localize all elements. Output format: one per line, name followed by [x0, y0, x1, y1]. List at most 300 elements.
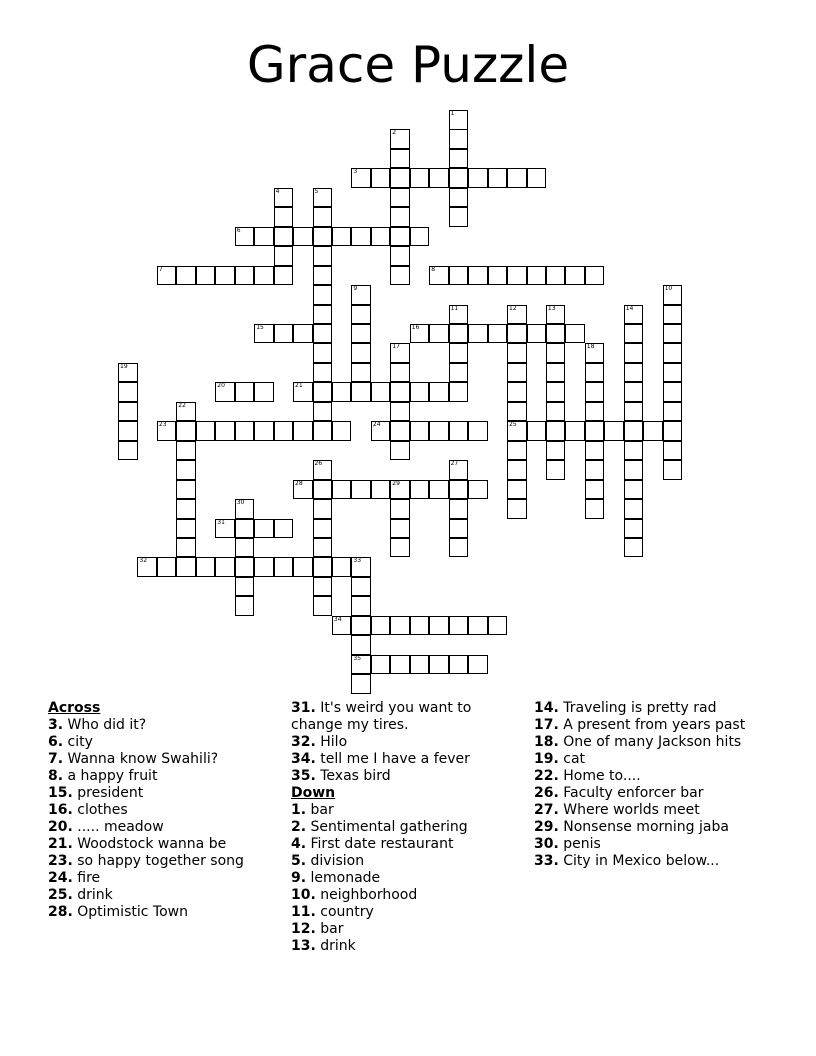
grid-cell[interactable]: [351, 635, 371, 655]
grid-cell[interactable]: [351, 655, 371, 675]
grid-cell[interactable]: [371, 227, 391, 247]
grid-cell[interactable]: [235, 519, 255, 539]
grid-cell[interactable]: [254, 557, 274, 577]
grid-cell[interactable]: [663, 285, 683, 305]
grid-cell[interactable]: [390, 188, 410, 208]
grid-cell[interactable]: [313, 421, 333, 441]
grid-cell[interactable]: [390, 363, 410, 383]
grid-cell[interactable]: [313, 480, 333, 500]
grid-cell[interactable]: [624, 421, 644, 441]
grid-cell[interactable]: [118, 382, 138, 402]
clue-number: 32: [139, 557, 148, 565]
grid-cell[interactable]: [507, 460, 527, 480]
grid-cell[interactable]: [293, 480, 313, 500]
grid-cell[interactable]: [507, 343, 527, 363]
grid-cell[interactable]: [546, 441, 566, 461]
grid-cell[interactable]: [254, 266, 274, 286]
clue-column-1: [48, 700, 283, 921]
grid-cell[interactable]: [157, 421, 177, 441]
grid-cell[interactable]: [488, 616, 508, 636]
grid-cell[interactable]: [468, 655, 488, 675]
grid-cell[interactable]: [235, 557, 255, 577]
grid-cell[interactable]: [507, 324, 527, 344]
grid-cell[interactable]: [663, 363, 683, 383]
clue-number-label: 16.: [48, 802, 73, 818]
grid-cell[interactable]: [449, 305, 469, 325]
grid-cell[interactable]: [313, 538, 333, 558]
grid-cell[interactable]: [585, 363, 605, 383]
grid-cell[interactable]: [410, 324, 430, 344]
grid-cell[interactable]: [624, 460, 644, 480]
grid-cell[interactable]: [585, 460, 605, 480]
clue-number-label: 1.: [291, 802, 307, 818]
grid-cell[interactable]: [507, 168, 527, 188]
clue-number-label: 8.: [48, 768, 64, 784]
clue-text: Who did it?: [63, 717, 147, 733]
grid-cell[interactable]: [507, 382, 527, 402]
grid-cell[interactable]: [390, 519, 410, 539]
grid-cell[interactable]: [332, 421, 352, 441]
grid-cell[interactable]: [390, 421, 410, 441]
grid-cell[interactable]: [313, 499, 333, 519]
grid-cell[interactable]: [390, 129, 410, 149]
across-clue: [48, 734, 283, 751]
grid-cell[interactable]: [371, 382, 391, 402]
grid-cell[interactable]: [624, 499, 644, 519]
grid-cell[interactable]: [390, 343, 410, 363]
grid-cell[interactable]: [176, 460, 196, 480]
grid-cell[interactable]: [313, 285, 333, 305]
down-clue: [534, 853, 774, 870]
grid-cell[interactable]: [371, 655, 391, 675]
grid-cell[interactable]: [313, 363, 333, 383]
grid-cell[interactable]: [215, 519, 235, 539]
clue-number: 5: [314, 187, 319, 195]
grid-cell[interactable]: [468, 324, 488, 344]
clue-text: One of many Jackson hits: [558, 734, 742, 750]
clue-text: ..... meadow: [72, 819, 164, 835]
grid-cell[interactable]: [449, 324, 469, 344]
grid-cell[interactable]: [235, 499, 255, 519]
grid-cell[interactable]: [527, 168, 547, 188]
grid-cell[interactable]: [118, 441, 138, 461]
grid-cell[interactable]: [624, 538, 644, 558]
grid-cell[interactable]: [390, 149, 410, 169]
grid-cell[interactable]: [429, 421, 449, 441]
clue-number-label: 2.: [291, 819, 307, 835]
clue-number-label: 7.: [48, 751, 64, 767]
grid-cell[interactable]: [235, 421, 255, 441]
grid-cell[interactable]: [176, 421, 196, 441]
grid-cell[interactable]: [351, 363, 371, 383]
grid-cell[interactable]: [449, 207, 469, 227]
clue-number: 34: [333, 615, 342, 623]
grid-cell[interactable]: [585, 421, 605, 441]
grid-cell[interactable]: [274, 246, 294, 266]
grid-cell[interactable]: [585, 499, 605, 519]
clue-number: 7: [158, 265, 163, 273]
grid-cell[interactable]: [449, 110, 469, 130]
clue-number-label: 3.: [48, 717, 64, 733]
clue-column-2: [291, 700, 526, 955]
grid-cell[interactable]: [585, 343, 605, 363]
grid-cell[interactable]: [293, 557, 313, 577]
grid-cell[interactable]: [624, 343, 644, 363]
grid-cell[interactable]: [507, 363, 527, 383]
down-clue: [534, 768, 774, 785]
grid-cell[interactable]: [585, 382, 605, 402]
grid-cell[interactable]: [390, 499, 410, 519]
grid-cell[interactable]: [176, 499, 196, 519]
grid-cell[interactable]: [254, 382, 274, 402]
grid-cell[interactable]: [313, 188, 333, 208]
grid-cell[interactable]: [371, 480, 391, 500]
grid-cell[interactable]: [254, 519, 274, 539]
grid-cell[interactable]: [313, 402, 333, 422]
grid-cell[interactable]: [118, 402, 138, 422]
grid-cell[interactable]: [351, 557, 371, 577]
clue-number-label: 5.: [291, 853, 307, 869]
grid-cell[interactable]: [565, 324, 585, 344]
grid-cell[interactable]: [468, 266, 488, 286]
grid-cell[interactable]: [449, 655, 469, 675]
grid-cell[interactable]: [585, 480, 605, 500]
grid-cell[interactable]: [390, 538, 410, 558]
grid-cell[interactable]: [624, 519, 644, 539]
grid-cell[interactable]: [624, 324, 644, 344]
grid-cell[interactable]: [546, 421, 566, 441]
grid-cell[interactable]: [351, 616, 371, 636]
grid-cell[interactable]: [488, 266, 508, 286]
clue-text: It's weird you want to change my tires.: [291, 700, 472, 733]
grid-cell[interactable]: [235, 596, 255, 616]
grid-cell[interactable]: [313, 557, 333, 577]
grid-cell[interactable]: [624, 480, 644, 500]
grid-cell[interactable]: [546, 402, 566, 422]
clue-number: 30: [236, 499, 245, 506]
puzzle-title: Grace Puzzle: [246, 36, 570, 94]
grid-cell[interactable]: [313, 246, 333, 266]
grid-cell[interactable]: [235, 538, 255, 558]
clue-number-label: 18.: [534, 734, 559, 750]
grid-cell[interactable]: [235, 227, 255, 247]
grid-cell[interactable]: [176, 538, 196, 558]
grid-cell[interactable]: [313, 266, 333, 286]
grid-cell[interactable]: [449, 266, 469, 286]
grid-cell[interactable]: [313, 305, 333, 325]
down-clue: [291, 819, 526, 836]
grid-cell[interactable]: [488, 324, 508, 344]
grid-cell[interactable]: [235, 577, 255, 597]
grid-cell[interactable]: [429, 168, 449, 188]
grid-cell[interactable]: [351, 577, 371, 597]
grid-cell[interactable]: [274, 324, 294, 344]
grid-cell[interactable]: [585, 266, 605, 286]
grid-cell[interactable]: [468, 421, 488, 441]
grid-cell[interactable]: [410, 616, 430, 636]
grid-cell[interactable]: [449, 363, 469, 383]
grid-cell[interactable]: [215, 382, 235, 402]
grid-cell[interactable]: [235, 382, 255, 402]
grid-cell[interactable]: [468, 616, 488, 636]
grid-cell[interactable]: [604, 421, 624, 441]
grid-cell[interactable]: [274, 519, 294, 539]
grid-cell[interactable]: [527, 421, 547, 441]
grid-cell[interactable]: [351, 285, 371, 305]
grid-cell[interactable]: [215, 421, 235, 441]
grid-cell[interactable]: [663, 382, 683, 402]
grid-cell[interactable]: [390, 480, 410, 500]
grid-cell[interactable]: [371, 421, 391, 441]
grid-cell[interactable]: [196, 266, 216, 286]
grid-cell[interactable]: [643, 421, 663, 441]
grid-cell[interactable]: [215, 557, 235, 577]
grid-cell[interactable]: [390, 441, 410, 461]
clue-number: 2: [392, 129, 397, 137]
grid-cell[interactable]: [274, 207, 294, 227]
grid-cell[interactable]: [624, 402, 644, 422]
clue-number: 19: [120, 362, 128, 370]
grid-cell[interactable]: [624, 305, 644, 325]
grid-cell[interactable]: [254, 227, 274, 247]
grid-cell[interactable]: [293, 227, 313, 247]
clue-number: 28: [295, 479, 303, 487]
grid-cell[interactable]: [274, 188, 294, 208]
grid-cell[interactable]: [313, 207, 333, 227]
grid-cell[interactable]: [546, 305, 566, 325]
grid-cell[interactable]: [351, 343, 371, 363]
grid-cell[interactable]: [196, 421, 216, 441]
grid-cell[interactable]: [390, 382, 410, 402]
grid-cell[interactable]: [507, 441, 527, 461]
clue-text: Sentimental gathering: [306, 819, 468, 835]
clue-text: Faculty enforcer bar: [558, 785, 704, 801]
clue-text: A present from years past: [558, 717, 746, 733]
grid-cell[interactable]: [546, 266, 566, 286]
grid-cell[interactable]: [293, 324, 313, 344]
grid-cell[interactable]: [624, 382, 644, 402]
across-clue: [48, 785, 283, 802]
grid-cell[interactable]: [585, 402, 605, 422]
grid-cell[interactable]: [351, 168, 371, 188]
grid-cell[interactable]: [176, 266, 196, 286]
down-heading: Down: [291, 785, 336, 801]
grid-cell[interactable]: [332, 227, 352, 247]
grid-cell[interactable]: [371, 616, 391, 636]
clue-number: 22: [178, 401, 186, 409]
grid-cell[interactable]: [507, 402, 527, 422]
grid-cell[interactable]: [390, 402, 410, 422]
grid-cell[interactable]: [157, 266, 177, 286]
grid-cell[interactable]: [449, 499, 469, 519]
clue-number: 10: [664, 285, 673, 292]
grid-cell[interactable]: [390, 227, 410, 247]
grid-cell[interactable]: [663, 324, 683, 344]
grid-cell[interactable]: [410, 382, 430, 402]
grid-cell[interactable]: [351, 674, 371, 694]
grid-cell[interactable]: [410, 655, 430, 675]
clue-number-label: 29.: [534, 819, 559, 835]
across-clue: [291, 751, 526, 768]
clue-text: penis: [558, 836, 601, 852]
grid-cell[interactable]: [254, 324, 274, 344]
grid-cell[interactable]: [546, 382, 566, 402]
grid-cell[interactable]: [546, 343, 566, 363]
grid-cell[interactable]: [332, 480, 352, 500]
grid-cell[interactable]: [449, 519, 469, 539]
grid-cell[interactable]: [449, 538, 469, 558]
down-clue: [291, 921, 526, 938]
clue-text: bar: [306, 802, 334, 818]
grid-cell[interactable]: [546, 324, 566, 344]
clue-number-label: 10.: [291, 887, 316, 903]
grid-cell[interactable]: [274, 421, 294, 441]
grid-cell[interactable]: [507, 266, 527, 286]
grid-cell[interactable]: [332, 616, 352, 636]
grid-cell[interactable]: [507, 499, 527, 519]
grid-cell[interactable]: [351, 596, 371, 616]
grid-cell[interactable]: [507, 421, 527, 441]
grid-cell[interactable]: [663, 460, 683, 480]
grid-cell[interactable]: [293, 421, 313, 441]
grid-cell[interactable]: [663, 441, 683, 461]
grid-cell[interactable]: [546, 363, 566, 383]
grid-cell[interactable]: [585, 441, 605, 461]
grid-cell[interactable]: [390, 616, 410, 636]
grid-cell[interactable]: [313, 382, 333, 402]
grid-cell[interactable]: [527, 324, 547, 344]
grid-cell[interactable]: [565, 421, 585, 441]
grid-cell[interactable]: [274, 266, 294, 286]
grid-cell[interactable]: [157, 557, 177, 577]
grid-cell[interactable]: [410, 480, 430, 500]
grid-cell[interactable]: [274, 227, 294, 247]
grid-cell[interactable]: [449, 168, 469, 188]
down-clue: [291, 802, 526, 819]
grid-cell[interactable]: [313, 519, 333, 539]
grid-cell[interactable]: [410, 421, 430, 441]
grid-cell[interactable]: [663, 402, 683, 422]
grid-cell[interactable]: [565, 266, 585, 286]
clue-text: cat: [558, 751, 586, 767]
grid-cell[interactable]: [468, 168, 488, 188]
grid-cell[interactable]: [254, 421, 274, 441]
grid-cell[interactable]: [118, 421, 138, 441]
grid-cell[interactable]: [663, 421, 683, 441]
grid-cell[interactable]: [390, 168, 410, 188]
clue-number: 16: [411, 323, 420, 331]
grid-cell[interactable]: [351, 382, 371, 402]
grid-cell[interactable]: [390, 266, 410, 286]
grid-cell[interactable]: [118, 363, 138, 383]
grid-cell[interactable]: [449, 343, 469, 363]
grid-cell[interactable]: [449, 149, 469, 169]
grid-cell[interactable]: [429, 324, 449, 344]
clue-number-label: 6.: [48, 734, 64, 750]
grid-cell[interactable]: [449, 421, 469, 441]
grid-cell[interactable]: [351, 480, 371, 500]
grid-cell[interactable]: [332, 557, 352, 577]
grid-cell[interactable]: [332, 382, 352, 402]
grid-cell[interactable]: [663, 343, 683, 363]
grid-cell[interactable]: [176, 557, 196, 577]
across-clue: [48, 819, 283, 836]
down-clue: [534, 802, 774, 819]
grid-cell[interactable]: [410, 168, 430, 188]
grid-cell[interactable]: [137, 557, 157, 577]
clue-number-label: 30.: [534, 836, 559, 852]
grid-cell[interactable]: [235, 266, 255, 286]
grid-cell[interactable]: [313, 324, 333, 344]
across-clue: [291, 700, 526, 734]
clue-number-label: 14.: [534, 700, 559, 716]
grid-cell[interactable]: [527, 266, 547, 286]
grid-cell[interactable]: [429, 480, 449, 500]
grid-cell[interactable]: [429, 266, 449, 286]
across-clue: [48, 802, 283, 819]
grid-cell[interactable]: [429, 382, 449, 402]
grid-cell[interactable]: [351, 324, 371, 344]
grid-cell[interactable]: [313, 596, 333, 616]
grid-cell[interactable]: [449, 616, 469, 636]
clue-text: City in Mexico below...: [558, 853, 720, 869]
clue-number: 24: [372, 421, 381, 429]
grid-cell[interactable]: [488, 168, 508, 188]
grid-cell[interactable]: [449, 382, 469, 402]
clue-number: 18: [586, 343, 595, 351]
grid-cell[interactable]: [176, 519, 196, 539]
grid-cell[interactable]: [293, 382, 313, 402]
grid-cell[interactable]: [215, 266, 235, 286]
clue-number-label: 32.: [291, 734, 316, 750]
grid-cell[interactable]: [449, 188, 469, 208]
grid-cell[interactable]: [449, 129, 469, 149]
grid-cell[interactable]: [176, 402, 196, 422]
clue-number-label: 23.: [48, 853, 73, 869]
grid-cell[interactable]: [390, 655, 410, 675]
grid-cell[interactable]: [507, 480, 527, 500]
grid-cell[interactable]: [429, 655, 449, 675]
grid-cell[interactable]: [351, 305, 371, 325]
grid-cell[interactable]: [624, 441, 644, 461]
grid-cell[interactable]: [429, 616, 449, 636]
grid-cell[interactable]: [507, 305, 527, 325]
grid-cell[interactable]: [176, 441, 196, 461]
grid-cell[interactable]: [449, 480, 469, 500]
grid-cell[interactable]: [390, 207, 410, 227]
grid-cell[interactable]: [313, 227, 333, 247]
grid-cell[interactable]: [313, 577, 333, 597]
clue-number: 13: [547, 304, 556, 312]
grid-cell[interactable]: [468, 480, 488, 500]
grid-cell[interactable]: [371, 168, 391, 188]
grid-cell[interactable]: [351, 227, 371, 247]
clue-text: Nonsense morning jaba: [558, 819, 729, 835]
grid-cell[interactable]: [390, 246, 410, 266]
grid-cell[interactable]: [196, 557, 216, 577]
grid-cell[interactable]: [313, 343, 333, 363]
grid-cell[interactable]: [624, 363, 644, 383]
grid-cell[interactable]: [176, 480, 196, 500]
grid-cell[interactable]: [663, 305, 683, 325]
clue-number-label: 28.: [48, 904, 73, 920]
grid-cell[interactable]: [410, 227, 430, 247]
grid-cell[interactable]: [274, 557, 294, 577]
grid-cell[interactable]: [546, 460, 566, 480]
clue-number-label: 31.: [291, 700, 316, 716]
grid-cell[interactable]: [449, 460, 469, 480]
grid-cell[interactable]: [313, 460, 333, 480]
